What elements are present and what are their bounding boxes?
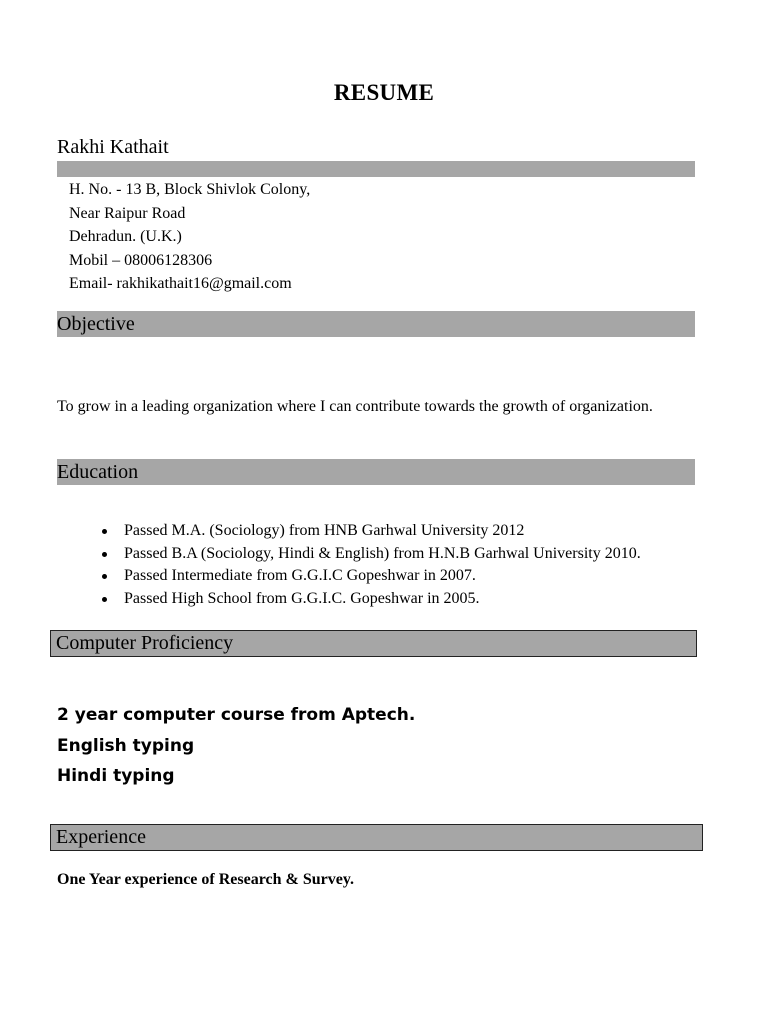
- skill-item: Hindi typing: [57, 766, 175, 786]
- education-item: Passed Intermediate from G.G.I.C Gopeshwar in 2007.: [57, 565, 641, 588]
- experience-text: One Year experience of Research & Survey.: [57, 871, 354, 888]
- address-line: Dehradun. (U.K.): [69, 228, 182, 245]
- education-heading: Education: [57, 461, 139, 483]
- education-section-bar: [57, 459, 695, 485]
- name-divider-bar: [57, 161, 695, 177]
- address-line: Near Raipur Road: [69, 204, 186, 222]
- objective-text: To grow in a leading organization where I can contribute towards the growth of organization.: [57, 398, 653, 415]
- contact-block: [69, 178, 310, 296]
- bullet-icon: [102, 552, 107, 557]
- skill-item: English typing: [57, 735, 195, 756]
- address-line: H. No. - 13 B, Block Shivlok Colony,: [69, 181, 311, 198]
- email-line: Email- rakhikathait16@gmail.com: [69, 275, 292, 292]
- bullet-icon: [102, 529, 107, 534]
- bullet-icon: [102, 574, 107, 579]
- education-item: Passed High School from G.G.I.C. Gopeshwar in 2005.: [57, 588, 641, 611]
- computer-heading: Computer Proficiency: [56, 632, 234, 654]
- objective-section-bar: [57, 311, 695, 337]
- education-item: Passed B.A (Sociology, Hindi & English) from H.N.B Garhwal University 2010.: [57, 543, 641, 566]
- computer-skills-list: [57, 703, 415, 795]
- page-title: RESUME: [333, 80, 435, 105]
- skill-item: 2 year computer course from Aptech.: [57, 705, 416, 725]
- computer-section-bar: [50, 630, 697, 657]
- candidate-name: Rakhi Kathait: [57, 136, 169, 158]
- bullet-icon: [102, 597, 107, 602]
- objective-heading: Objective: [57, 313, 135, 335]
- mobile-line: Mobil – 08006128306: [69, 251, 213, 269]
- education-item: Passed M.A. (Sociology) from HNB Garhwal University 2012: [57, 520, 641, 543]
- education-list: [57, 520, 641, 610]
- experience-section-bar: [50, 824, 703, 851]
- experience-heading: Experience: [56, 826, 146, 848]
